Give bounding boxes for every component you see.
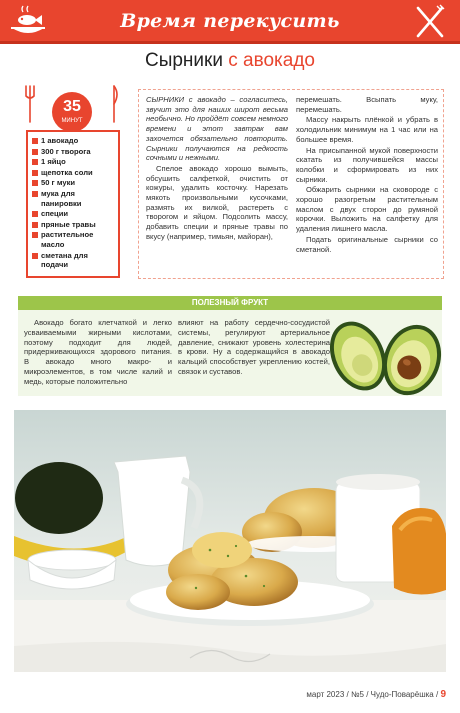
- recipe-title-main: Сырники: [144, 50, 223, 71]
- recipe-text-column-1: [146, 95, 288, 243]
- useful-fruit-text-1: [24, 318, 172, 387]
- recipe-intro: СЫРНИКИ с авокадо – согласитесь, звучит это для наших широт весьма необычно. Но пройдёт совсем немного времени и этот завтрак вам захочется обязательно повторить. Сырники получаются на редкость сочными и нежными.: [146, 95, 288, 163]
- ingredient-item: пряные травы: [32, 220, 115, 230]
- ingredient-item: мука для панировки: [32, 189, 115, 208]
- fork-knife-icon: [410, 4, 450, 40]
- useful-fruit-heading: ПОЛЕЗНЫЙ ФРУКТ: [18, 296, 442, 310]
- recipe-step: Подать оригинальные сырники со сметаной.: [296, 234, 438, 254]
- ingredient-item: растительное масло: [32, 230, 115, 249]
- recipe-title: [0, 50, 460, 72]
- issue-info: март 2023 / №5 / Чудо-Поварёшка /: [306, 690, 439, 699]
- ingredient-item: щепотка соли: [32, 168, 115, 178]
- recipe-step: Обжарить сырники на сковороде с хорошо разогретым растительным маслом с двух сторон до румяной корочки. Выложить на салфетку для удаления лишнего масла.: [296, 185, 438, 234]
- recipe-title-accent: с авокадо: [228, 50, 315, 71]
- recipe-text-column-2: [296, 95, 438, 255]
- time-badge: [52, 92, 92, 132]
- ingredient-item: 1 авокадо: [32, 136, 115, 146]
- ingredient-item: 50 г муки: [32, 178, 115, 188]
- useful-fruit-paragraph: Авокадо богато клетчаткой и легко усваиваемыми жирными кислотами, поэтому подходит для людей, придерживающихся здорового питания. В авокадо много макро- и микроэлементов, в том числе калий и медь, которые положительно: [24, 318, 172, 386]
- recipe-step: Спелое авокадо хорошо вымыть, обсушить салфеткой, очистить от кожуры, удалить косточку. Нарезать мякоть произвольными кусочками, размять их вилкой, растереть с творогом и яйцом. Подсолить массу, добавить специи и пряные травы по вкусу (например, тимьян, майоран),: [146, 163, 288, 241]
- ingredient-item: 1 яйцо: [32, 157, 115, 167]
- time-unit: МИНУТ: [61, 118, 83, 124]
- useful-fruit-text-2: [178, 318, 330, 377]
- time-value: 35: [63, 98, 81, 115]
- section-header: [0, 0, 460, 44]
- useful-fruit-paragraph: влияют на работу сердечно-сосудистой системы, регулируют артериальное давление, снижают уровень холестерина в крови. Ну а содержащийся в авокадо кальций способствует укреплению костей, связок и суставов.: [178, 318, 330, 376]
- ingredients-list: [26, 130, 120, 278]
- header-stripe: [0, 41, 460, 44]
- avocado-image: [322, 310, 446, 400]
- recipe-step: Массу накрыть плёнкой и убрать в холодильник минимум на 1 час или на большее время.: [296, 115, 438, 144]
- recipe-step: На присыпанной мукой поверхности скатать из получившейся массы колобки и сформировать из них сырники.: [296, 145, 438, 184]
- ingredient-item: сметана для подачи: [32, 251, 115, 270]
- ingredient-item: специи: [32, 209, 115, 219]
- ingredient-item: 300 г творога: [32, 147, 115, 157]
- page-footer: [306, 689, 446, 700]
- page-number: 9: [440, 689, 446, 700]
- recipe-step: перемешать. Всыпать муку, перемешать.: [296, 95, 438, 114]
- header-title: Время перекусить: [120, 10, 340, 32]
- syrniki-photo: [14, 410, 446, 672]
